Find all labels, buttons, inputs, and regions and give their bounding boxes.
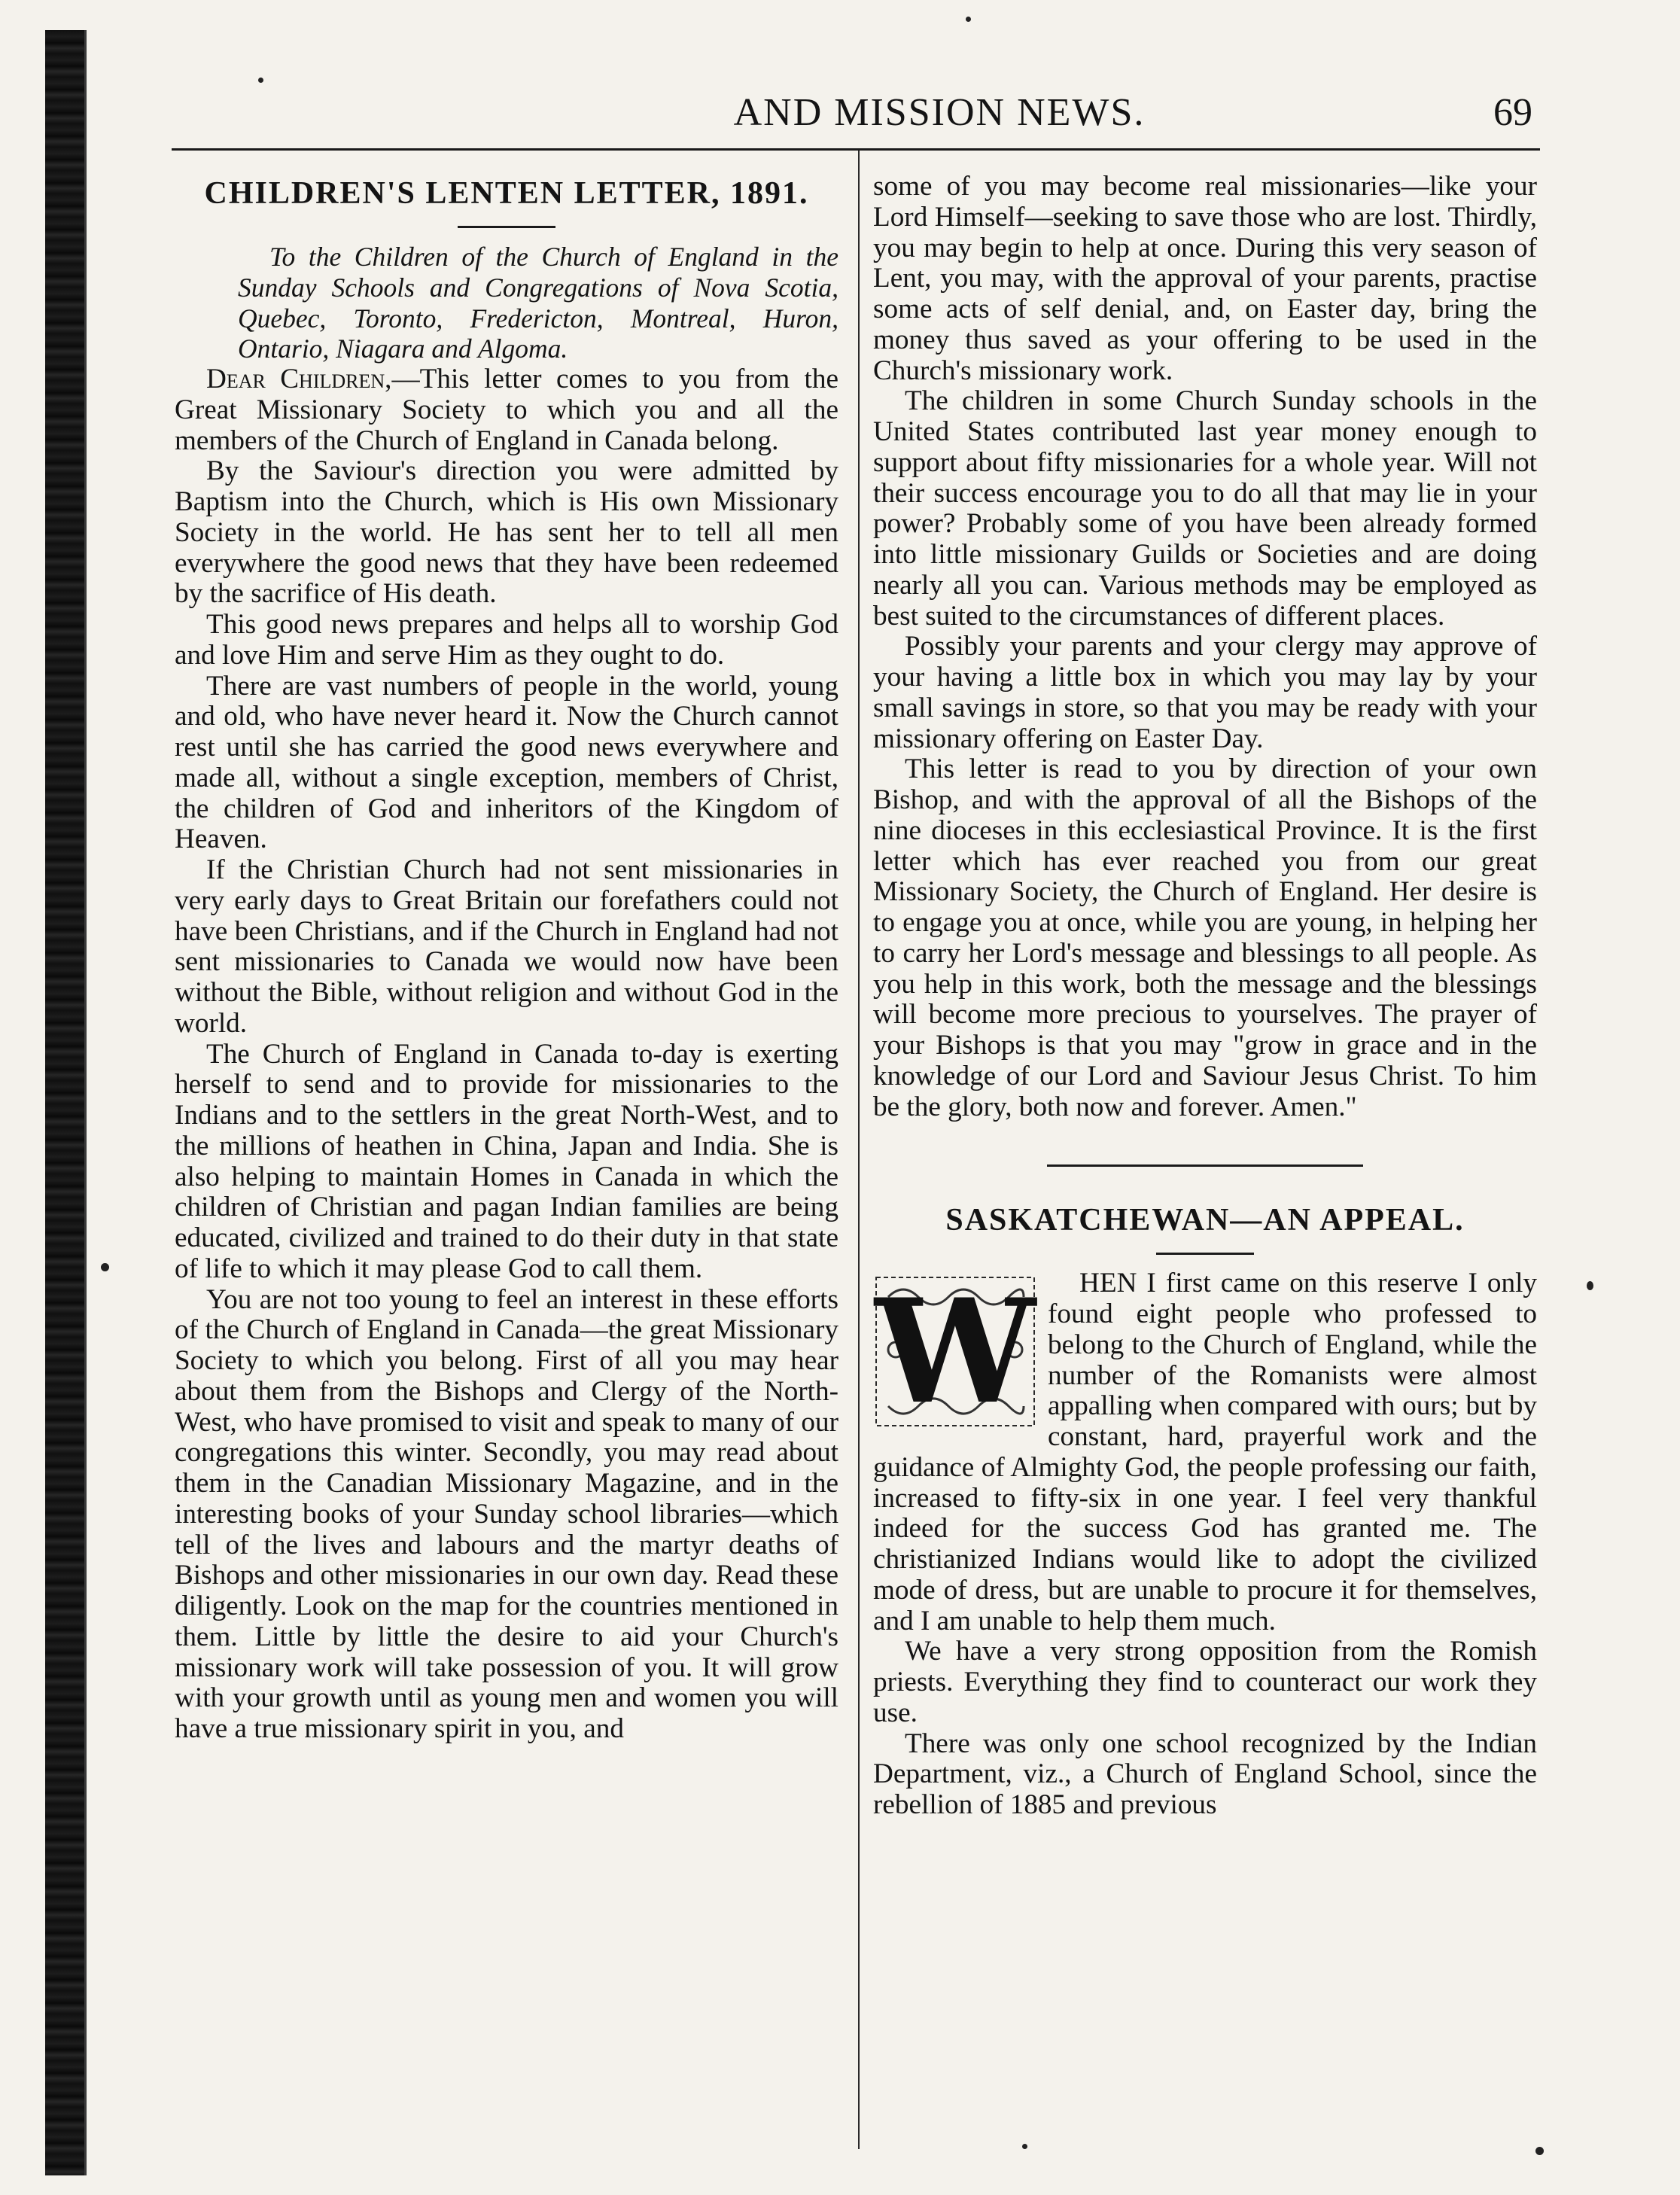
left-column	[175, 172, 838, 1745]
paragraph: There are vast numbers of people in the world, young and old, who have never heard it. Now the Church cannot rest until she has carried the good news everywhere and made all, without a single exception, members of Christ, the children of God and inheritors of the Kingdom of Heaven.	[175, 670, 838, 855]
paragraph: This good news prepares and helps all to worship God and love Him and serve Him as they ought to do.	[175, 609, 838, 671]
salutation: Dear Children,	[206, 364, 392, 394]
article-title-saskatchewan: SASKATCHEWAN—AN APPEAL.	[945, 1203, 1465, 1238]
paragraph: You are not too young to feel an interest in these efforts of the Church of England in Canada—the great Missionary Society to which you belong. First of all you may hear about them from the Bishops and Clergy of the North-West, who have promised to visit and speak to many of our congregations this winter. Secondly, you may read about them in the Canadian Missionary Magazine, and in the interesting books of your Sunday school libraries—which tell of the lives and labours and the martyr deaths of Bishops and other missionaries in our own day. Read these diligently. Look on the map for the countries mentioned in them. Little by little the desire to aid your Church's missionary work will take possession of you. It will grow with your growth until as young men and women you will have a true missionary spirit in you, and	[175, 1283, 838, 1744]
paragraph: HEN I first came on this reserve I only found eight people who professed to belong to the Church of England, while the number of the Romanists were almost appalling when compared with ours; but by constant, hard, prayerful work and the guidance of Almighty God, the people professing our faith, increased to fifty-six in one year. I feel very thankful indeed for the success God has granted me. The christianized Indians would like to adopt the civilized mode of dress, but are unable to procure it for themselves, and I am unable to help them much.	[873, 1268, 1537, 1636]
section-rule	[1047, 1164, 1363, 1167]
drop-cap-letter: W	[875, 1267, 1036, 1435]
paragraph: The children in some Church Sunday schools in the United States contributed last year money enough to support about fifty missionaries for a whole year. Will not their success encourage you to do all that may lie in your power? Probably some of you have been already formed into little missionary Guilds or Societies and are doing nearly all you can. Various methods may be employed as best suited to the circumstances of different places.	[873, 385, 1537, 632]
title-rule	[458, 226, 555, 228]
print-speck	[1587, 1281, 1593, 1290]
title-rule	[1156, 1253, 1254, 1255]
address-line: To the Children of the Church of England in the Sunday Schools and Congregations of Nova Scotia, Quebec, Toronto, Fredericton, Montreal, Huron, Ontario, Niagara and Algoma.	[238, 242, 838, 364]
column-divider	[858, 151, 860, 2149]
ornamental-drop-cap	[873, 1267, 1037, 1435]
print-speck	[966, 17, 971, 22]
paragraph: There was only one school recognized by the Indian Department, viz., a Church of England School, since the rebellion of 1885 and previous	[873, 1728, 1537, 1820]
paragraph: By the Saviour's direction you were admitted by Baptism into the Church, which is His own Missionary Society in the world. He has sent her to tell all men everywhere the good news that they have been redeemed by the sacrifice of His death.	[175, 455, 838, 610]
paragraph: We have a very strong opposition from the Romish priests. Everything they find to counteract our work they use.	[873, 1636, 1537, 1728]
paragraph: This letter is read to you by direction of your own Bishop, and with the approval of all the Bishops of the nine dioceses in this ecclesiastical Province. It is the first letter which has ever reached you from our great Missionary Society, the Church of England. Her desire is to engage you at once, while you are young, in helping her to carry her Lord's message and blessings to all people. As you help in this work, both the message and the blessings will become more precious to yourselves. The prayer of your Bishops is that you may "grow in grace and in the knowledge of our Lord and Saviour Jesus Christ. To him be the glory, both now and forever. Amen."	[873, 753, 1537, 1122]
running-header	[172, 89, 1540, 142]
print-speck	[1022, 2144, 1027, 2149]
book-binding-edge	[45, 30, 87, 2175]
right-column	[873, 172, 1537, 1821]
opening-paragraph	[873, 1268, 1537, 1636]
page-number: 69	[1493, 91, 1532, 134]
paragraph-continued: some of you may become real missionaries—like your Lord Himself—seeking to save those who are lost. Thirdly, you may begin to help at once. During this very season of Lent, you may, with the approval of your parents, practise some acts of self denial, and, on Easter day, bring the money thus saved as your offering to be used in the Church's missionary work.	[873, 171, 1537, 386]
header-rule	[172, 148, 1540, 151]
paragraph: Possibly your parents and your clergy may approve of your having a little box in which you may lay by your small savings in store, so that you may be ready with your missionary offering on Easter Day.	[873, 631, 1537, 754]
print-speck	[101, 1263, 109, 1271]
paragraph: If the Christian Church had not sent missionaries in very early days to Great Britain our forefathers could not have been Christians, and if the Church in England had not sent missionaries to Canada we would now have been without the Bible, without religion and without God in the world.	[175, 854, 838, 1039]
paragraph: The Church of England in Canada to-day is exerting herself to send and to provide for missionaries to the Indians and to the settlers in the great North-West, and to the millions of heathen in China, Japan and India. She is also helping to maintain Homes in Canada in which the children of Christian and pagan Indian families are being educated, civilized and trained to do their duty in that state of life to which it may please God to call them.	[175, 1038, 838, 1284]
paragraph-text: —This letter comes to you from the Great Missionary Society to which you and all the members of the Church of England in Canada belong.	[175, 364, 838, 456]
print-speck	[1535, 2147, 1544, 2155]
print-speck	[258, 78, 263, 83]
article-title-lenten-letter: CHILDREN'S LENTEN LETTER, 1891.	[204, 176, 809, 211]
running-header-title: AND MISSION NEWS.	[733, 91, 1146, 134]
paragraph	[175, 364, 838, 456]
